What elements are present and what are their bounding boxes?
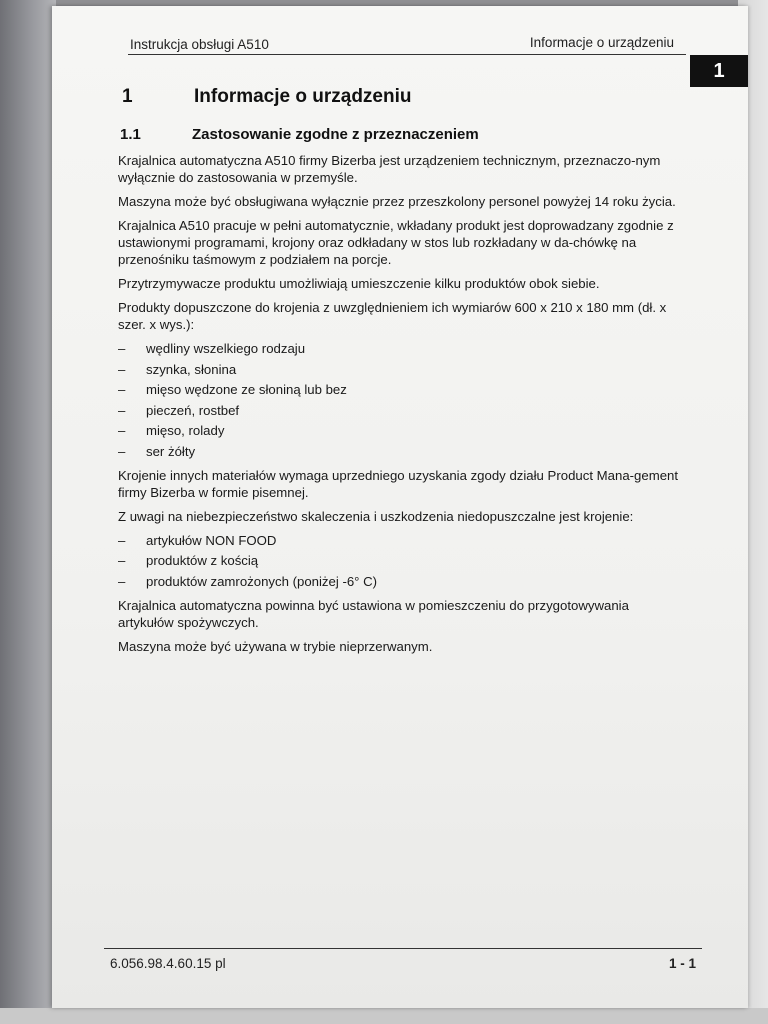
paragraph: Produkty dopuszczone do krojenia z uwzględnieniem ich wymiarów 600 x 210 x 180 mm (dł. x szer. x wys.): (118, 300, 667, 332)
paragraph: Maszyna może być obsługiwana wyłącznie przez przeszkolony personel powyżej 14 roku życia. (118, 194, 676, 209)
list-item-text: produktów z kością (146, 553, 259, 568)
paragraph: Krajalnica automatyczna A510 firmy Bizerba jest urządzeniem technicznym, przeznaczo-nym wyłącznie do zastosowania w przemyśle. (118, 153, 661, 185)
list-item (118, 361, 684, 378)
list-item-text: wędliny wszelkiego rodzaju (146, 341, 306, 356)
list-item-text: produktów zamrożonych (poniżej -6° C) (146, 573, 378, 589)
paragraph: Krojenie innych materiałów wymaga uprzedniego uzyskania zgody działu Product Mana-gement firmy Bizerba w formie pisemnej. (118, 467, 679, 500)
subsection-number: 1.1 (120, 126, 141, 143)
footer-doc-number: 6.056.98.4.60.15 pl (110, 956, 226, 971)
ruler-strip (0, 1008, 768, 1024)
manual-page (52, 6, 748, 1008)
list-item (118, 552, 684, 569)
section-number: 1 (122, 86, 133, 107)
list-item-text: pieczeń, rostbef (146, 402, 240, 418)
list-dash: – (118, 553, 126, 568)
list-item (118, 340, 684, 357)
list-item (118, 381, 684, 398)
list-dash: – (118, 443, 126, 459)
subsection-title: Zastosowanie zgodne z przeznaczeniem (192, 126, 479, 143)
section-heading (122, 86, 411, 108)
list-item (118, 532, 684, 549)
paragraph: Przytrzymywacze produktu umożliwiają umieszczenie kilku produktów obok siebie. (118, 276, 600, 291)
list-item-text: ser żółty (146, 443, 196, 459)
list-item (118, 422, 684, 439)
list-item (118, 573, 684, 590)
list-dash: – (118, 532, 126, 548)
book-left-edge (0, 0, 56, 1024)
header-chapter-title: Informacje o urządzeniu (529, 35, 674, 50)
footer-page-number: 1 - 1 (668, 956, 696, 971)
paragraph: Krajalnica A510 pracuje w pełni automatycznie, wkładany produkt jest doprowadzany zgodnie z ustawionymi programami, krojony oraz odkładany w stos lub rozkładany w da-chówkę na przenośniku taśmowym z podziałem na porcje. (118, 218, 674, 267)
list-item (118, 443, 684, 460)
header-manual-title: Instrukcja obsługi A510 (130, 37, 269, 52)
list-dash: – (118, 423, 126, 438)
paragraph: Krajalnica automatyczna powinna być ustawiona w pomieszczeniu do przygotowywania artykułów spożywczych. (118, 597, 629, 630)
list-dash: – (118, 382, 126, 397)
list-item-text: mięso wędzone ze słoniną lub bez (146, 382, 347, 397)
list-item (118, 402, 684, 419)
list-item-text: szynka, słonina (146, 361, 237, 377)
footer-rule (104, 948, 702, 949)
section-title: Informacje o urządzeniu (194, 86, 412, 107)
subsection-heading (120, 126, 479, 143)
list-item-text: artykułów NON FOOD (146, 532, 277, 548)
forbidden-products-list (118, 532, 684, 590)
list-dash: – (118, 341, 126, 356)
list-dash: – (118, 402, 126, 418)
header-rule (128, 54, 686, 55)
allowed-products-list (118, 340, 684, 460)
body-text (118, 152, 684, 662)
list-item-text: mięso, rolady (146, 423, 225, 438)
paragraph: Maszyna może być używana w trybie nieprzerwanym. (118, 638, 433, 654)
chapter-tab: 1 (690, 55, 748, 87)
list-dash: – (118, 361, 126, 377)
paragraph: Z uwagi na niebezpieczeństwo skaleczenia i uszkodzenia niedopuszczalne jest krojenie: (118, 508, 634, 524)
list-dash: – (118, 573, 126, 589)
